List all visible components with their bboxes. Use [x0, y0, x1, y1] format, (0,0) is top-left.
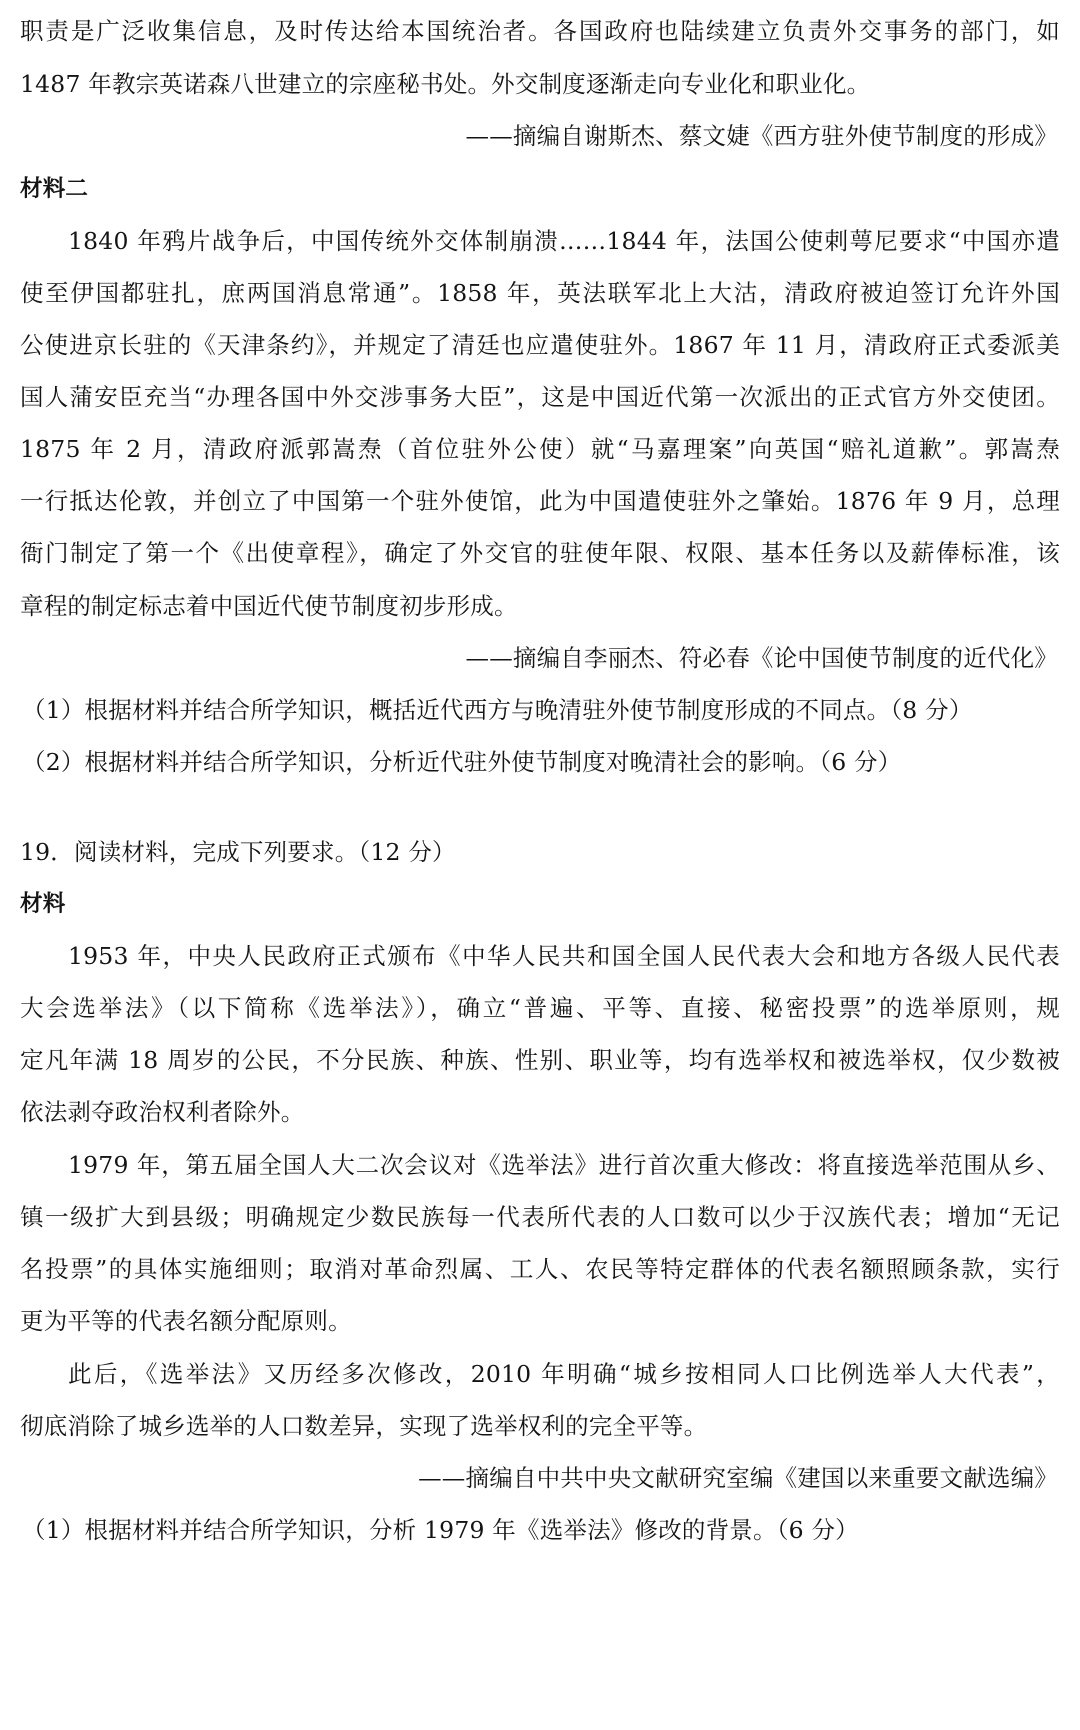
material-para1-line: 定凡年满 18 周岁的公民，不分民族、种族、性别、职业等，均有选举权和被选举权，仅少数被 [20, 1046, 1060, 1074]
question-18-1: （1）根据材料并结合所学知识，概括近代西方与晚清驻外使节制度形成的不同点。（8 分） [22, 696, 973, 724]
material-para3-line: 彻底消除了城乡选举的人口数差异，实现了选举权利的完全平等。 [20, 1412, 708, 1440]
question-18-2: （2）根据材料并结合所学知识，分析近代驻外使节制度对晚清社会的影响。（6 分） [22, 748, 902, 776]
material-para1-line: 依法剥夺政治权利者除外。 [20, 1098, 305, 1126]
material2-line: 1875 年 2 月，清政府派郭嵩焘（首位驻外公使）就“马嘉理案”向英国“赔礼道歉”。郭嵩焘 [20, 435, 1060, 463]
material1-line: 职责是广泛收集信息，及时传达给本国统治者。各国政府也陆续建立负责外交事务的部门，如 [20, 17, 1060, 45]
material2-line: 1840 年鸦片战争后，中国传统外交体制崩溃……1844 年，法国公使剌萼尼要求“中国亦遣 [68, 227, 1060, 255]
material2-line: 章程的制定标志着中国近代使节制度初步形成。 [20, 592, 518, 620]
material2-line: 一行抵达伦敦，并创立了中国第一个驻外使馆，此为中国遣使驻外之肇始。1876 年 9 月，总理 [20, 487, 1060, 515]
material2-source: ——摘编自李丽杰、符必春《论中国使节制度的近代化》 [465, 644, 1058, 672]
material-para1-line: 1953 年，中央人民政府正式颁布《中华人民共和国全国人民代表大会和地方各级人民代表 [68, 942, 1060, 970]
material2-heading: 材料二 [20, 176, 89, 202]
material1-source: ——摘编自谢斯杰、蔡文婕《西方驻外使节制度的形成》 [465, 122, 1058, 150]
question-19-title: 19．阅读材料，完成下列要求。（12 分） [20, 838, 456, 866]
material2-line: 公使进京长驻的《天津条约》，并规定了清廷也应遣使驻外。1867 年 11 月，清政府正式委派美 [20, 331, 1060, 359]
material-heading: 材料 [20, 891, 66, 917]
material-para3-line: 此后，《选举法》又历经多次修改，2010 年明确“城乡按相同人口比例选举人大代表”， [68, 1360, 1060, 1388]
material2-line: 使至伊国都驻扎，庶两国消息常通”。1858 年，英法联军北上大沽，清政府被迫签订允许外国 [20, 279, 1060, 307]
material-source: ——摘编自中共中央文献研究室编《建国以来重要文献选编》 [418, 1464, 1058, 1492]
material2-line: 国人蒲安臣充当“办理各国中外交涉事务大臣”，这是中国近代第一次派出的正式官方外交使团。 [20, 383, 1060, 411]
question-19-1: （1）根据材料并结合所学知识，分析 1979 年《选举法》修改的背景。（6 分） [22, 1516, 859, 1544]
material-para2-line: 名投票”的具体实施细则；取消对革命烈属、工人、农民等特定群体的代表名额照顾条款，实行 [20, 1255, 1060, 1283]
material-para2-line: 镇一级扩大到县级；明确规定少数民族每一代表所代表的人口数可以少于汉族代表；增加“无记 [20, 1203, 1060, 1231]
material1-line: 1487 年教宗英诺森八世建立的宗座秘书处。外交制度逐渐走向专业化和职业化。 [20, 70, 871, 98]
material-para2-line: 更为平等的代表名额分配原则。 [20, 1307, 352, 1335]
material-para1-line: 大会选举法》（以下简称《选举法》），确立“普遍、平等、直接、秘密投票”的选举原则，规 [20, 994, 1060, 1022]
material-para2-line: 1979 年，第五届全国人大二次会议对《选举法》进行首次重大修改：将直接选举范围从乡、 [68, 1151, 1060, 1179]
material2-line: 衙门制定了第一个《出使章程》，确定了外交官的驻使年限、权限、基本任务以及薪俸标准，该 [20, 539, 1060, 567]
